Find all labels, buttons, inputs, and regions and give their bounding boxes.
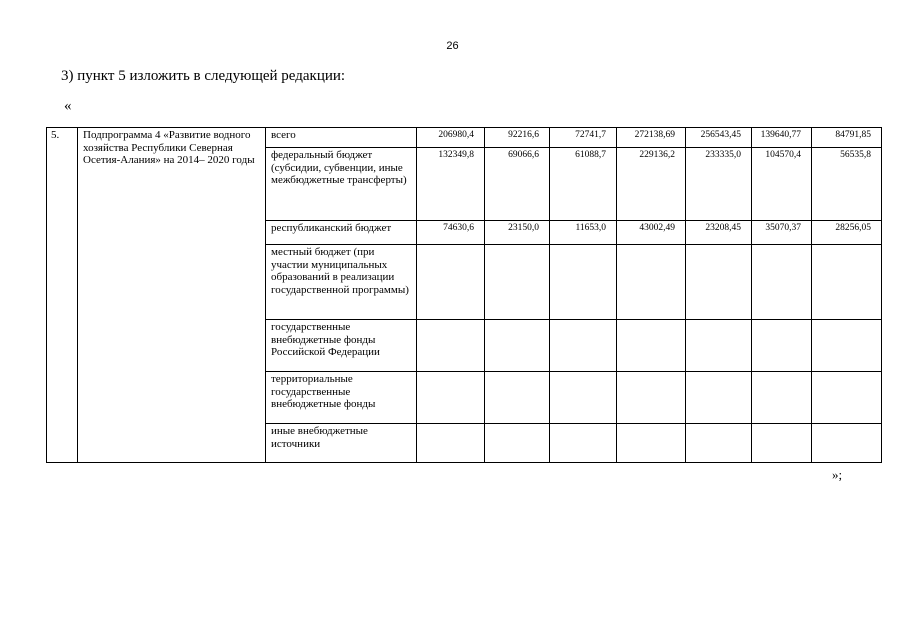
amount-cell: 35070,37 bbox=[752, 221, 812, 245]
amount-cell: 229136,2 bbox=[617, 148, 686, 221]
amount-cell bbox=[752, 245, 812, 320]
amount-cell bbox=[812, 424, 882, 463]
amount-cell bbox=[812, 320, 882, 372]
amount-cell: 72741,7 bbox=[550, 128, 617, 148]
amount-cell: 256543,45 bbox=[686, 128, 752, 148]
amount-cell: 104570,4 bbox=[752, 148, 812, 221]
amount-cell bbox=[550, 372, 617, 424]
amount-cell: 23208,45 bbox=[686, 221, 752, 245]
amount-cell bbox=[617, 372, 686, 424]
amount-cell: 11653,0 bbox=[550, 221, 617, 245]
amount-cell bbox=[485, 320, 550, 372]
amount-cell bbox=[617, 320, 686, 372]
amount-cell bbox=[686, 424, 752, 463]
amount-cell bbox=[752, 424, 812, 463]
amount-cell bbox=[617, 245, 686, 320]
amount-cell: 43002,49 bbox=[617, 221, 686, 245]
amount-cell bbox=[550, 245, 617, 320]
amount-cell: 23150,0 bbox=[485, 221, 550, 245]
table-body bbox=[47, 128, 882, 463]
amount-cell bbox=[417, 372, 485, 424]
amount-cell: 84791,85 bbox=[812, 128, 882, 148]
funding-source-label: республиканский бюджет bbox=[266, 221, 417, 245]
amount-cell bbox=[485, 245, 550, 320]
close-quote: »; bbox=[832, 467, 843, 482]
funding-source-label: местный бюджет (при участии муниципальных образований в реализации государственной программы) bbox=[266, 245, 417, 320]
open-quote: « bbox=[64, 98, 72, 114]
amount-cell: 61088,7 bbox=[550, 148, 617, 221]
funding-source-label: иные внебюджетные источники bbox=[266, 424, 417, 463]
amount-cell bbox=[752, 320, 812, 372]
intro-text: 3) пункт 5 изложить в следующей редакции: bbox=[61, 68, 346, 84]
amount-cell: 92216,6 bbox=[485, 128, 550, 148]
amount-cell: 69066,6 bbox=[485, 148, 550, 221]
funding-source-label: государственные внебюджетные фонды Российской Федерации bbox=[266, 320, 417, 372]
amount-cell: 74630,6 bbox=[417, 221, 485, 245]
amount-cell bbox=[686, 320, 752, 372]
amount-cell bbox=[686, 372, 752, 424]
amount-cell: 206980,4 bbox=[417, 128, 485, 148]
funding-table bbox=[46, 127, 882, 463]
amount-cell: 56535,8 bbox=[812, 148, 882, 221]
amount-cell bbox=[812, 372, 882, 424]
amount-cell bbox=[550, 320, 617, 372]
funding-source-label: территориальные государственные внебюджетные фонды bbox=[266, 372, 417, 424]
amount-cell bbox=[417, 320, 485, 372]
amount-cell bbox=[485, 424, 550, 463]
amount-cell bbox=[752, 372, 812, 424]
amount-cell bbox=[485, 372, 550, 424]
amount-cell bbox=[812, 245, 882, 320]
amount-cell: 233335,0 bbox=[686, 148, 752, 221]
amount-cell bbox=[417, 424, 485, 463]
row-number-cell: 5. bbox=[47, 128, 78, 463]
amount-cell: 28256,05 bbox=[812, 221, 882, 245]
amount-cell: 272138,69 bbox=[617, 128, 686, 148]
amount-cell bbox=[617, 424, 686, 463]
page-number: 26 bbox=[446, 40, 459, 52]
subprogram-cell: Подпрограмма 4 «Развитие водного хозяйства Республики Северная Осетия-Алания» на 2014– 2020 годы bbox=[78, 128, 266, 463]
amount-cell bbox=[417, 245, 485, 320]
funding-source-label: всего bbox=[266, 128, 417, 148]
funding-source-label: федеральный бюджет (субсидии, субвенции, иные межбюджетные трансферты) bbox=[266, 148, 417, 221]
table-row bbox=[47, 128, 882, 148]
amount-cell: 132349,8 bbox=[417, 148, 485, 221]
amount-cell bbox=[550, 424, 617, 463]
amount-cell: 139640,77 bbox=[752, 128, 812, 148]
amount-cell bbox=[686, 245, 752, 320]
